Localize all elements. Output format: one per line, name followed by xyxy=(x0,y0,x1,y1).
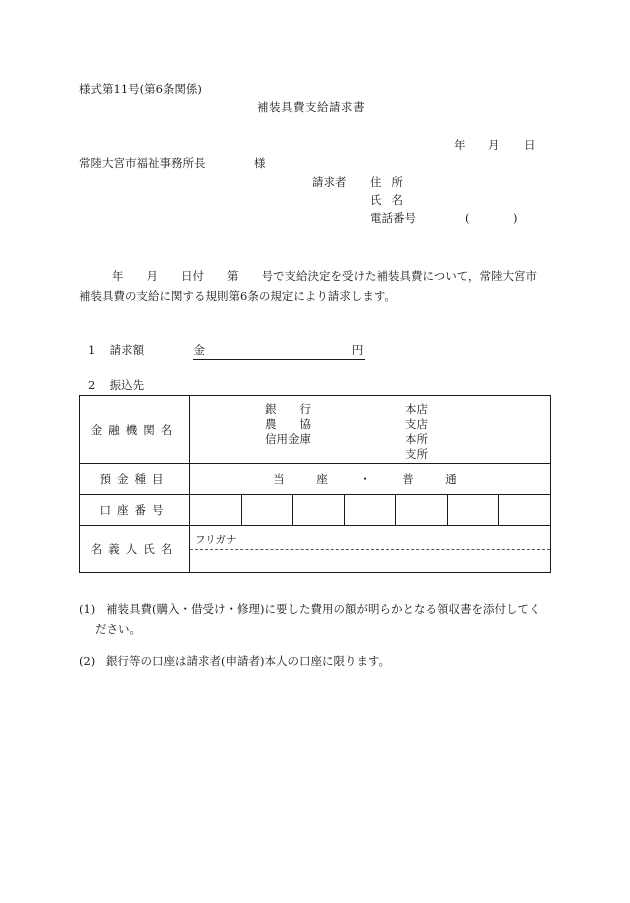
request-statement xyxy=(79,266,559,306)
holder-name-field[interactable] xyxy=(189,526,550,573)
claim-amount-field[interactable] xyxy=(193,345,365,360)
claim-amount-label: 請求額 xyxy=(109,343,145,357)
account-digit-box[interactable] xyxy=(241,495,293,526)
amount-unit: 円 xyxy=(351,343,364,357)
statement-line-2: 補装具費の支給に関する規則第6条の規定により請求します。 xyxy=(79,289,396,303)
section-number: 1 xyxy=(88,343,96,357)
branch-type-sub-office: 支所 xyxy=(404,447,428,461)
note-number: (2) xyxy=(79,654,96,668)
branch-type-main-office: 本所 xyxy=(404,432,428,446)
amount-prefix: 金 xyxy=(193,343,205,357)
account-digit-box[interactable] xyxy=(396,495,448,526)
document-title: 補装具費支給請求書 xyxy=(257,100,365,114)
transfer-destination-label: 振込先 xyxy=(109,378,145,392)
note-text-line-1: 補装具費(購入・借受け・修理)に要した費用の額が明らかとなる領収書を添付してく xyxy=(106,602,541,616)
form-number: 様式第11号(第6条関係) xyxy=(79,82,202,96)
furigana-divider xyxy=(190,549,550,550)
date-month-label: 月 xyxy=(488,138,500,152)
date-day-label: 日 xyxy=(524,138,536,152)
note-receipt xyxy=(79,599,559,639)
institution-type-credit-union: 信用金庫 xyxy=(264,432,311,446)
account-digit-box[interactable] xyxy=(189,495,241,526)
note-text: 銀行等の口座は請求者(申請者)本人の口座に限ります。 xyxy=(106,654,391,668)
bank-account-table xyxy=(79,395,551,573)
furigana-label: フリガナ xyxy=(194,534,237,546)
account-digit-box[interactable] xyxy=(447,495,499,526)
deposit-type-options[interactable]: 当 座 ・ 普 通 xyxy=(189,464,550,495)
phone-area-code-parens: ( ) xyxy=(465,211,534,225)
note-number: (1) xyxy=(79,602,96,616)
institution-field[interactable] xyxy=(189,396,550,464)
institution-type-bank: 銀 行 xyxy=(264,402,311,416)
section-number: 2 xyxy=(88,378,96,392)
address-label: 住所 xyxy=(370,175,413,189)
institution-type-options xyxy=(265,402,311,447)
statement-line-1: 年 月 日付 第 号で支給決定を受けた補装具費について，常陸大宮市 xyxy=(112,269,538,283)
deposit-type-header: 預金種目 xyxy=(80,464,190,495)
note-text-line-2: ださい。 xyxy=(95,622,141,636)
name-label: 氏名 xyxy=(370,193,413,207)
account-number-header: 口座番号 xyxy=(80,495,190,526)
requester-label: 請求者 xyxy=(312,175,347,189)
transfer-destination-heading xyxy=(88,380,144,392)
account-digit-box[interactable] xyxy=(293,495,345,526)
phone-label: 電話番号 xyxy=(370,211,416,225)
date-year-label: 年 xyxy=(454,138,466,152)
account-digit-box[interactable] xyxy=(499,495,551,526)
institution-header: 金融機関名 xyxy=(80,396,190,464)
branch-type-branch: 支店 xyxy=(404,417,428,431)
holder-name-header: 名義人氏名 xyxy=(80,526,190,573)
branch-type-head-office: 本店 xyxy=(404,402,428,416)
institution-type-ja: 農 協 xyxy=(264,417,311,431)
addressee-suffix: 様 xyxy=(254,156,266,170)
claim-amount-row xyxy=(88,345,365,360)
branch-type-options xyxy=(405,402,428,462)
note-account-owner xyxy=(79,656,390,668)
addressee-name: 常陸大宮市福祉事務所長 xyxy=(79,156,206,170)
account-digit-box[interactable] xyxy=(344,495,396,526)
